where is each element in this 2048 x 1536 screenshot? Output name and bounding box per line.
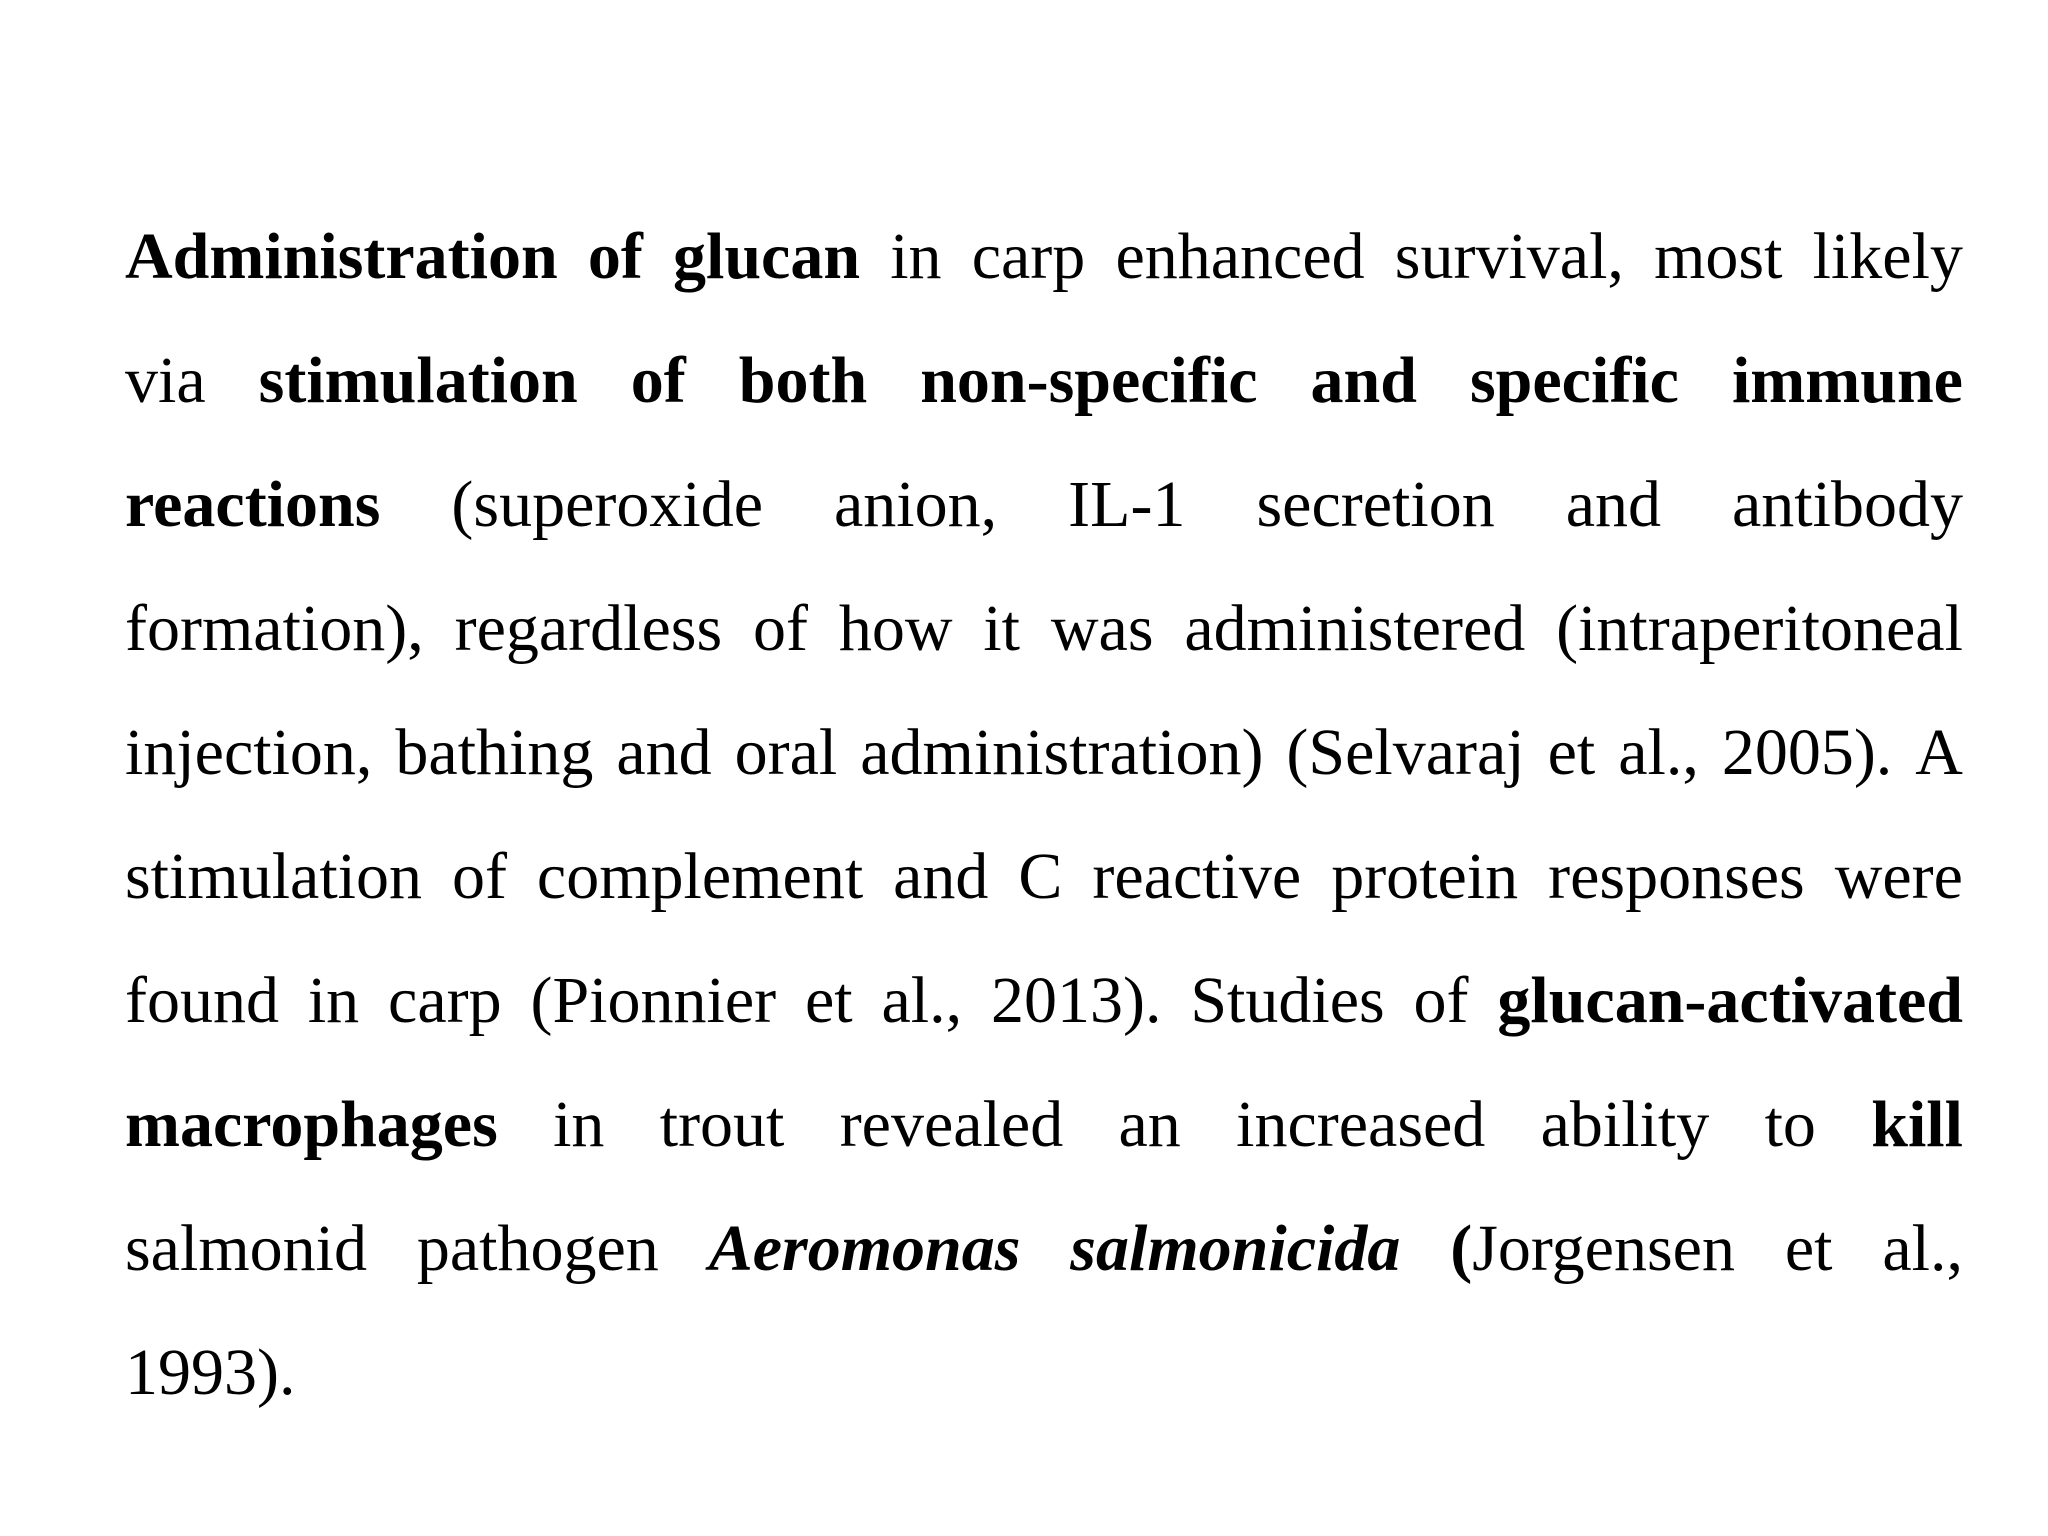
word: increased xyxy=(1236,1088,1486,1161)
word-group xyxy=(125,691,372,815)
word-group xyxy=(417,1187,659,1311)
word: Jorgensen xyxy=(1472,1212,1735,1285)
word-group xyxy=(308,939,359,1063)
word: of xyxy=(752,592,808,665)
emphasis-word: immune xyxy=(1731,344,1963,417)
word-group xyxy=(1765,1063,1816,1187)
word: 2013). xyxy=(990,964,1162,1037)
text-line xyxy=(125,1063,1963,1187)
word: IL-1 xyxy=(1068,468,1186,541)
emphasis-word: reactions xyxy=(125,468,381,541)
word: ability xyxy=(1540,1088,1710,1161)
emphasis-word: both xyxy=(738,344,868,417)
word: found xyxy=(125,964,279,1037)
emphasis-word: kill xyxy=(1871,1088,1963,1161)
word-group xyxy=(1184,567,1525,691)
text-line xyxy=(125,319,1963,443)
word-group xyxy=(1311,319,1417,443)
word-group xyxy=(1548,815,1805,939)
word: carp xyxy=(388,964,502,1037)
word: pathogen xyxy=(416,1212,659,1285)
word-group xyxy=(1470,319,1679,443)
word: revealed xyxy=(839,1088,1064,1161)
word: C xyxy=(1018,840,1063,913)
word-group xyxy=(1835,815,1963,939)
word: was xyxy=(1050,592,1154,665)
emphasis-word: ( xyxy=(1450,1212,1473,1285)
word: carp xyxy=(971,220,1086,293)
emphasis-word: glucan xyxy=(673,220,861,293)
word-group xyxy=(388,939,502,1063)
word-group xyxy=(840,1063,1064,1187)
text-line xyxy=(125,443,1963,567)
word-group xyxy=(709,1187,1021,1311)
species-name: salmonicida xyxy=(1070,1212,1401,1285)
word-group xyxy=(834,443,997,567)
word-group xyxy=(125,1187,367,1311)
word: administered xyxy=(1184,592,1526,665)
word-group xyxy=(1871,1063,1963,1187)
word: regardless xyxy=(454,592,723,665)
word-group xyxy=(983,567,1020,691)
word: et xyxy=(1784,1212,1833,1285)
word-group xyxy=(1256,443,1494,567)
word: al., xyxy=(1882,1212,1963,1285)
word: A xyxy=(1915,716,1963,789)
word-group xyxy=(125,1311,295,1435)
word: et xyxy=(1547,716,1596,789)
word: bathing xyxy=(395,716,594,789)
word-group xyxy=(881,939,962,1063)
word-group xyxy=(125,939,279,1063)
word: salmonid xyxy=(125,1212,367,1285)
word: (Selvaraj xyxy=(1286,716,1525,789)
word-group xyxy=(1068,443,1185,567)
word: injection, xyxy=(125,716,373,789)
word: complement xyxy=(536,840,864,913)
word-group xyxy=(455,567,723,691)
word: 2005). xyxy=(1721,716,1893,789)
word-group xyxy=(1915,691,1963,815)
word: (intraperitoneal xyxy=(1556,592,1963,665)
word-group xyxy=(739,319,867,443)
word: most xyxy=(1654,220,1783,293)
word-group xyxy=(530,939,776,1063)
word-group xyxy=(1882,1187,1963,1311)
word: anion, xyxy=(834,468,998,541)
word: likely xyxy=(1812,220,1963,293)
word: in xyxy=(553,1088,605,1161)
text-line xyxy=(125,691,1963,815)
emphasis-word: stimulation xyxy=(258,344,578,417)
emphasis-word: non-specific xyxy=(920,344,1258,417)
word: al., xyxy=(881,964,963,1037)
word: in xyxy=(890,220,942,293)
word-group xyxy=(893,815,988,939)
word-group xyxy=(890,195,941,319)
word: and xyxy=(1565,468,1661,541)
word-group xyxy=(1497,939,1963,1063)
word: Studies xyxy=(1190,964,1385,1037)
word-group xyxy=(1190,939,1384,1063)
text-line xyxy=(125,815,1963,939)
word: in xyxy=(307,964,360,1037)
word-group xyxy=(920,319,1257,443)
word-group xyxy=(537,815,863,939)
word: et xyxy=(804,964,853,1037)
word-group xyxy=(451,443,763,567)
word-group xyxy=(125,443,380,567)
word-group xyxy=(839,567,953,691)
species-name: Aeromonas xyxy=(708,1212,1021,1285)
word-group xyxy=(1548,691,1596,815)
word-group xyxy=(753,567,808,691)
word-group xyxy=(1785,1187,1833,1311)
word-group xyxy=(1566,443,1661,567)
word-group xyxy=(805,939,853,1063)
text-line xyxy=(125,195,1963,319)
word-group xyxy=(1414,939,1469,1063)
body-paragraph xyxy=(125,195,1963,1435)
word-group xyxy=(1018,815,1062,939)
word-group xyxy=(452,815,507,939)
word-group xyxy=(1541,1063,1710,1187)
word-group xyxy=(1236,1063,1485,1187)
word: administration) xyxy=(860,716,1264,789)
word: of xyxy=(451,840,507,913)
word-group xyxy=(1395,195,1624,319)
word: protein xyxy=(1331,840,1519,913)
word-group xyxy=(1115,195,1364,319)
word-group xyxy=(125,815,422,939)
word-group xyxy=(1450,1187,1735,1311)
word-group xyxy=(735,691,838,815)
word-group xyxy=(553,1063,604,1187)
word: oral xyxy=(734,716,838,789)
word-group xyxy=(1732,443,1963,567)
word-group xyxy=(991,939,1161,1063)
word-group xyxy=(673,195,860,319)
word-group xyxy=(1654,195,1782,319)
emphasis-word: of xyxy=(630,344,686,417)
word: trout xyxy=(659,1088,785,1161)
word-group xyxy=(1732,319,1963,443)
word: (Pionnier xyxy=(530,964,777,1037)
word-group xyxy=(1051,567,1154,691)
text-line xyxy=(125,1311,1963,1435)
word-group xyxy=(1618,691,1699,815)
word-group xyxy=(1119,1063,1181,1187)
word: and xyxy=(616,716,712,789)
word-group xyxy=(972,195,1086,319)
emphasis-word: specific xyxy=(1470,344,1679,417)
word: an xyxy=(1118,1088,1181,1161)
emphasis-word: and xyxy=(1310,344,1417,417)
word: survival, xyxy=(1394,220,1624,293)
word-group xyxy=(259,319,578,443)
word: via xyxy=(125,344,206,417)
text-line xyxy=(125,567,1963,691)
word: al., xyxy=(1618,716,1699,789)
word-group xyxy=(588,195,643,319)
word: 1993). xyxy=(125,1336,296,1409)
word-group xyxy=(125,1063,498,1187)
text-line xyxy=(125,1187,1963,1311)
word: (superoxide xyxy=(451,468,763,541)
word: responses xyxy=(1548,840,1805,913)
word-group xyxy=(1722,691,1892,815)
word-group xyxy=(125,195,558,319)
word: antibody xyxy=(1732,468,1963,541)
word: how xyxy=(838,592,953,665)
word-group xyxy=(1070,1187,1400,1311)
word-group xyxy=(860,691,1263,815)
word-group xyxy=(125,319,206,443)
word-group xyxy=(125,567,424,691)
word-group xyxy=(616,691,711,815)
word: enhanced xyxy=(1115,220,1365,293)
emphasis-word: Administration xyxy=(125,220,558,293)
word: formation), xyxy=(125,592,424,665)
word: of xyxy=(1413,964,1469,1037)
text-line xyxy=(125,939,1963,1063)
word-group xyxy=(660,1063,785,1187)
word-group xyxy=(1556,567,1963,691)
word: reactive xyxy=(1092,840,1302,913)
word-group xyxy=(395,691,593,815)
word: it xyxy=(983,592,1021,665)
word-group xyxy=(1813,195,1963,319)
emphasis-word: macrophages xyxy=(125,1088,498,1161)
emphasis-word: of xyxy=(587,220,643,293)
word-group xyxy=(1092,815,1301,939)
emphasis-word: glucan-activated xyxy=(1497,964,1963,1037)
word-group xyxy=(1286,691,1524,815)
word-group xyxy=(631,319,686,443)
word-group xyxy=(1331,815,1518,939)
word: stimulation xyxy=(125,840,422,913)
word: secretion xyxy=(1256,468,1495,541)
word: to xyxy=(1764,1088,1816,1161)
word: were xyxy=(1834,840,1963,913)
word: and xyxy=(893,840,989,913)
